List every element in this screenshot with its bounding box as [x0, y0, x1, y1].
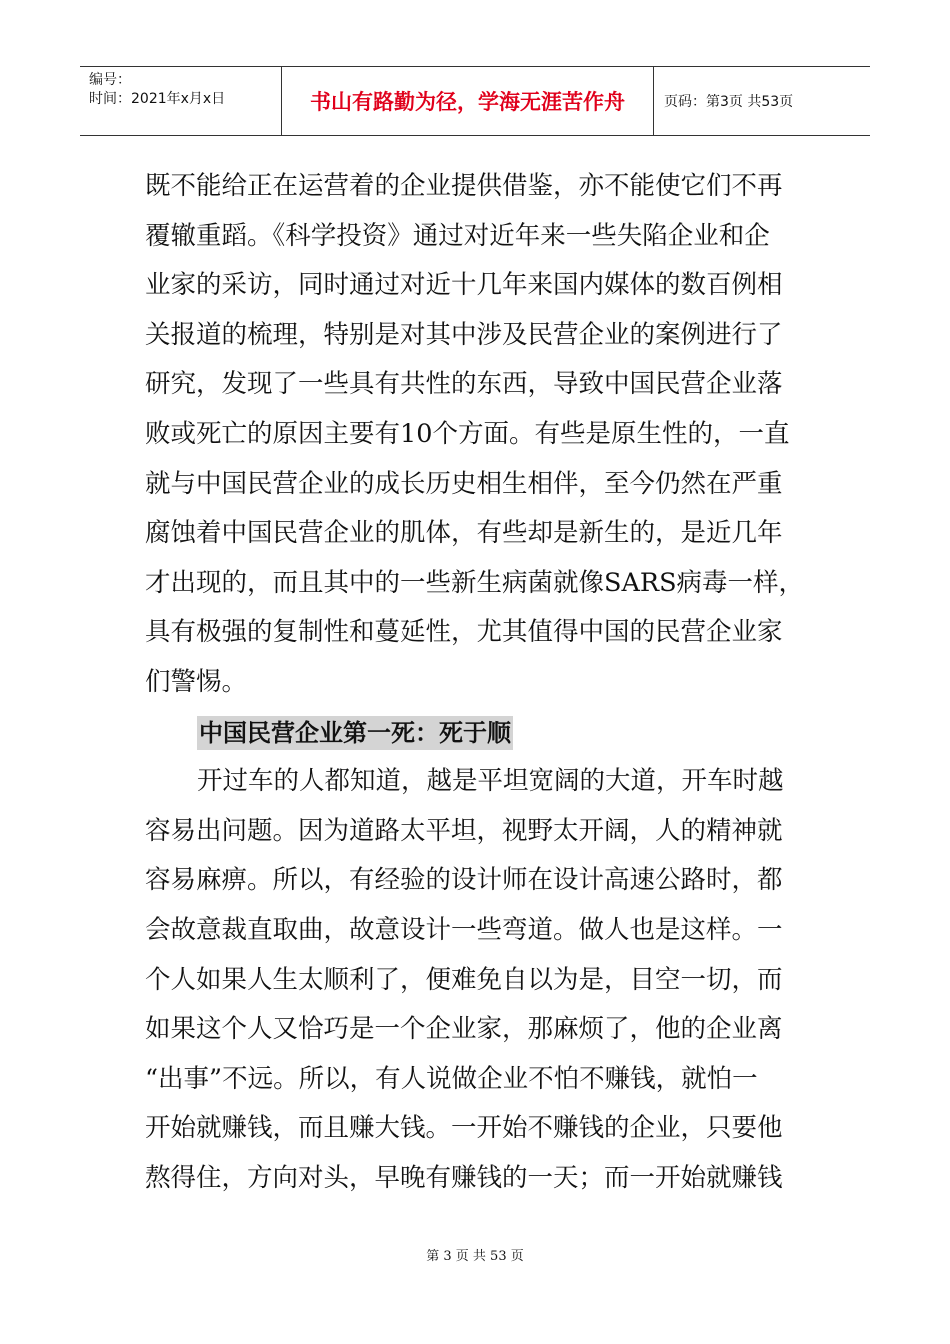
paragraph-1	[145, 162, 810, 708]
paragraph-2	[145, 757, 810, 1203]
text-line: 容易出问题。因为道路太平坦，视野太开阔，人的精神就	[145, 815, 783, 846]
date-label: 时间：2021年x月x日	[89, 91, 226, 107]
text-line: 关报道的梳理，特别是对其中涉及民营企业的案例进行了	[145, 319, 783, 350]
text-line: 容易麻痹。所以，有经验的设计师在设计高速公路时，都	[145, 865, 783, 896]
section-heading-row	[145, 708, 810, 758]
text-line: 们警惕。	[145, 666, 248, 697]
page-footer: 第 3 页 共 53 页	[426, 1249, 524, 1264]
header-page-info: 页码：第3页 共53页	[664, 94, 794, 110]
text-line: 研究，发现了一些具有共性的东西，导致中国民营企业落	[145, 369, 783, 400]
text-line: 既不能给正在运营着的企业提供借鉴，亦不能使它们不再	[145, 171, 783, 201]
text-line: 熬得住，方向对头，早晚有赚钱的一天；而一开始就赚钱	[145, 1162, 783, 1193]
text-line: 会故意裁直取曲，故意设计一些弯道。做人也是这样。一	[145, 914, 783, 945]
section-heading: 中国民营企业第一死：死于顺	[197, 716, 513, 750]
document-body	[145, 162, 810, 1203]
text-line: 覆辙重蹈。《科学投资》通过对近年来一些失陷企业和企	[145, 220, 770, 251]
page-header	[80, 66, 870, 136]
text-line: 具有极强的复制性和蔓延性，尤其值得中国的民营企业家	[145, 617, 783, 648]
text-line: 个人如果人生太顺利了，便难免自以为是，目空一切，而	[145, 964, 783, 995]
text-line: 如果这个人又恰巧是一个企业家，那麻烦了，他的企业离	[145, 1014, 783, 1045]
text-line: 业家的采访，同时通过对近十几年来国内媒体的数百例相	[145, 270, 783, 301]
text-line: 开过车的人都知道，越是平坦宽阔的大道，开车时越	[197, 766, 784, 797]
header-motto: 书山有路勤为径，学海无涯苦作舟	[282, 67, 654, 135]
header-meta	[80, 67, 282, 135]
text-line: “出事”不远。所以，有人说做企业不怕不赚钱，就怕一	[145, 1063, 758, 1094]
text-line: 腐蚀着中国民营企业的肌体，有些却是新生的，是近几年	[145, 518, 783, 549]
text-line: 才出现的，而且其中的一些新生病菌就像SARS病毒一样，	[145, 567, 805, 598]
number-label: 编号：	[89, 72, 131, 88]
text-line: 就与中国民营企业的成长历史相生相伴，至今仍然在严重	[145, 468, 783, 499]
text-line: 开始就赚钱，而且赚大钱。一开始不赚钱的企业，只要他	[145, 1113, 783, 1144]
text-line: 败或死亡的原因主要有10个方面。有些是原生性的，一直	[145, 418, 790, 449]
